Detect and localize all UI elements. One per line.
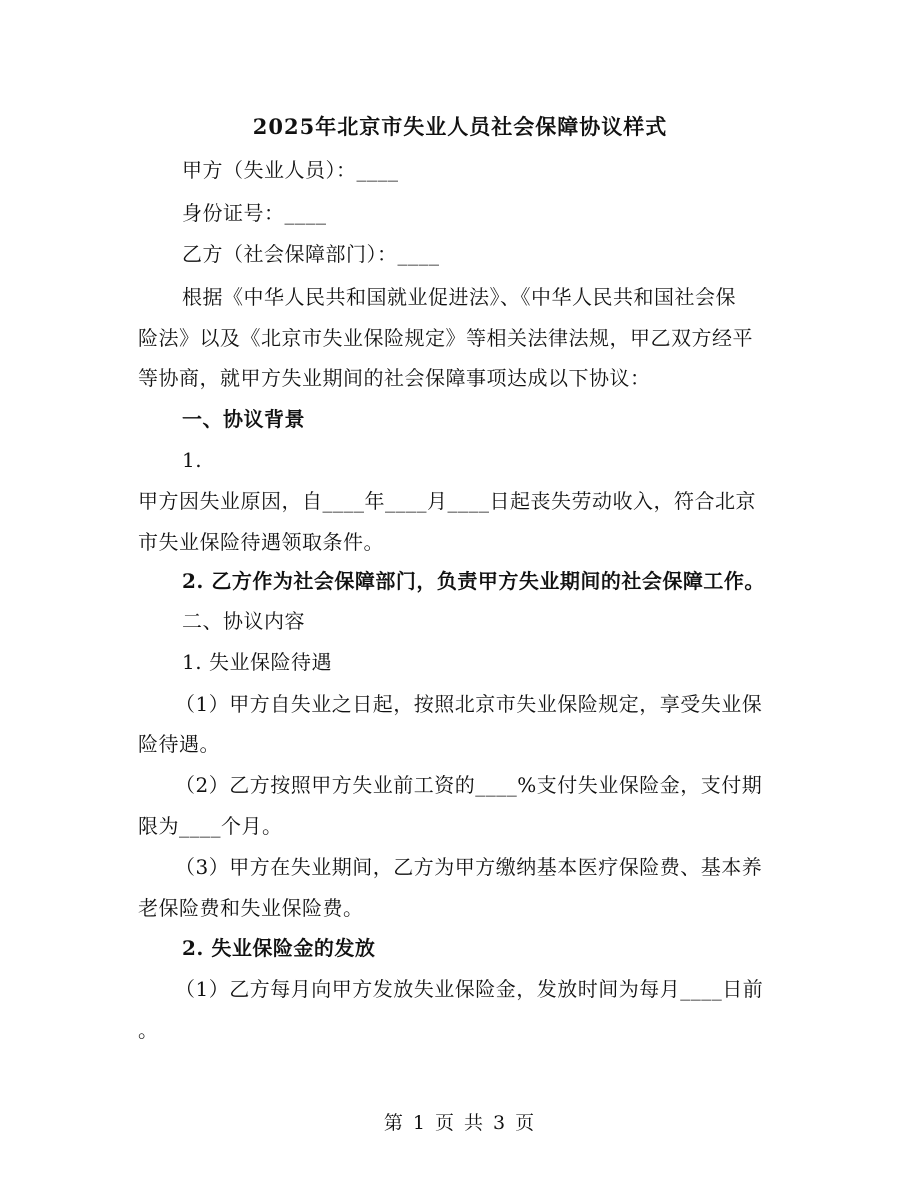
subheading-benefits: 1. 失业保险待遇 bbox=[182, 650, 332, 674]
benefit-clause-2-line-2: 限为____个月。 bbox=[138, 814, 283, 838]
page-number: 第 1 页 共 3 页 bbox=[383, 1112, 537, 1134]
section-heading-content: 二、协议内容 bbox=[182, 609, 305, 633]
preamble-line-3: 等协商，就甲方失业期间的社会保障事项达成以下协议： bbox=[138, 366, 651, 390]
background-item-1-line-2: 市失业保险待遇领取条件。 bbox=[138, 530, 384, 554]
benefit-clause-1-line-1: （1）甲方自失业之日起，按照北京市失业保险规定，享受失业保 bbox=[175, 692, 763, 716]
benefit-clause-2-line-1: （2）乙方按照甲方失业前工资的____%支付失业保险金，支付期 bbox=[175, 773, 763, 797]
subheading-payment: 2. 失业保险金的发放 bbox=[182, 936, 376, 960]
background-item-1-line-1: 甲方因失业原因，自____年____月____日起丧失劳动收入，符合北京 bbox=[138, 489, 756, 513]
benefit-clause-1-line-2: 险待遇。 bbox=[138, 732, 220, 756]
payment-clause-1-line-2: 。 bbox=[138, 1018, 159, 1042]
document-title: 2025年北京市失业人员社会保障协议样式 bbox=[252, 114, 668, 139]
preamble-line-1: 根据《中华人民共和国就业促进法》、《中华人民共和国社会保 bbox=[182, 285, 736, 309]
background-item-2: 2. 乙方作为社会保障部门，负责甲方失业期间的社会保障工作。 bbox=[182, 569, 765, 593]
payment-clause-1-line-1: （1）乙方每月向甲方发放失业保险金，发放时间为每月____日前 bbox=[175, 977, 764, 1001]
party-a-line: 甲方（失业人员）：____ bbox=[182, 158, 399, 182]
benefit-clause-3-line-1: （3）甲方在失业期间，乙方为甲方缴纳基本医疗保险费、基本养 bbox=[175, 855, 763, 879]
benefit-clause-3-line-2: 老保险费和失业保险费。 bbox=[138, 896, 364, 920]
party-b-line: 乙方（社会保障部门）：____ bbox=[182, 242, 440, 266]
section-heading-background: 一、协议背景 bbox=[182, 407, 305, 431]
item-number-1: 1. bbox=[182, 448, 203, 472]
id-number-line: 身份证号：____ bbox=[182, 201, 327, 225]
preamble-line-2: 险法》以及《北京市失业保险规定》等相关法律法规，甲乙双方经平 bbox=[138, 326, 753, 350]
